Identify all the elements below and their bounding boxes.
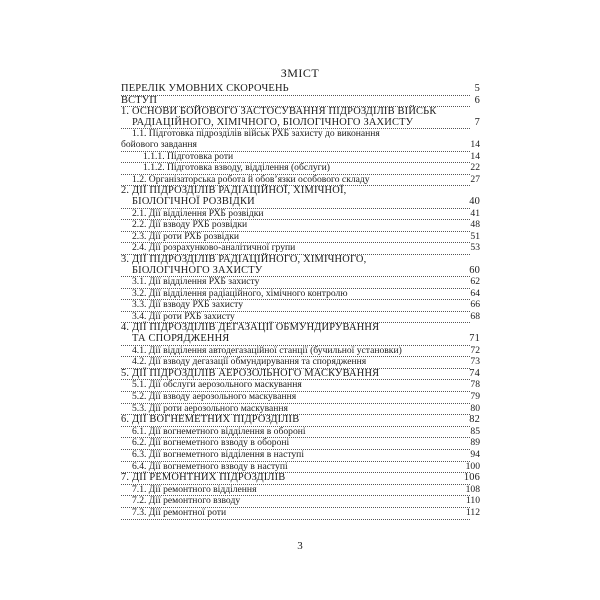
toc-entry-page: 22 [470,162,480,174]
toc-entry [121,83,480,96]
toc-entry-page: 53 [470,242,480,254]
toc-entry-label: 4.1. Дії відділення автодегазаційної станції (бучильної установки) [132,344,402,356]
toc-entry-label: РАДІАЦІЙНОГО, ХІМІЧНОГО, БІОЛОГІЧНОГО ЗАХИСТУ [132,116,414,128]
toc-entry-page: 60 [469,264,480,276]
toc-entry-label: 6.1. Дії вогнеметного відділення в обороні [132,425,306,437]
toc-entry-page: 79 [470,391,480,403]
toc-entry-page: 73 [470,356,480,368]
toc-entry-label: 1.2. Організаторська робота й обов’язки особового складу [132,173,370,185]
toc-entry-page: 41 [470,207,480,219]
toc-entry [121,276,480,289]
toc-entry-label: 1.1.2. Підготовка взводу, відділення (обслуги) [143,162,330,174]
toc-entry-page: 100 [465,460,480,472]
toc-entry-label: 7.1. Дії ремонтного відділення [132,483,257,495]
toc-entry-label: 1. ОСНОВИ БОЙОВОГО ЗАСТОСУВАННЯ ПІДРОЗДІЛІВ ВІЙСЬК [121,106,437,118]
toc-entry-label: 2.4. Дії розрахунково-аналітичної групи [132,242,296,254]
toc-entry-label: 6.2. Дії вогнеметного взводу в обороні [132,437,290,449]
toc-entry-label: 5.3. Дії роти аерозольного маскування [132,402,288,414]
toc-entry [121,255,470,266]
table-of-contents [121,83,480,520]
toc-entry-page: 14 [470,150,480,162]
toc-entry-label: бойового завдання [121,138,197,150]
toc-entry-label: 7. ДІЇ РЕМОНТНИХ ПІДРОЗДІЛІВ [121,472,286,484]
toc-entry [121,506,480,520]
toc-entry-label: 3.1. Дії відділення РХБ захисту [132,276,260,288]
toc-entry-page: 48 [470,219,480,231]
toc-entry-page: 89 [470,437,480,449]
toc-entry-label: 4. ДІЇ ПІДРОЗДІЛІВ ДЕГАЗАЦІЇ ОБМУНДИРУВАННЯ [121,322,380,334]
toc-entry-page: 82 [469,414,480,426]
toc-entry-page: 110 [465,495,480,507]
toc-entry-page: 6 [474,94,480,106]
toc-entry-page: 74 [469,367,480,379]
toc-entry [121,333,480,346]
toc-entry-label: ВСТУП [121,94,158,106]
toc-entry-label: 6. ДІЇ ВОГНЕМЕТНИХ ПІДРОЗДІЛІВ [121,414,300,426]
toc-entry-page: 66 [470,299,480,311]
toc-entry [121,162,480,175]
toc-entry-page: 7 [474,116,480,128]
toc-entry-page: 40 [469,195,480,207]
toc-entry-page: 27 [470,173,480,185]
toc-entry-label: 3.4. Дії роти РХБ захисту [132,310,235,322]
toc-entry-page: 108 [465,483,480,495]
toc-entry-label: 3.3. Дії взводу РХБ захисту [132,299,244,311]
toc-entry-label: 3.2. Дії відділення радіаційного, хімічного контролю [132,287,348,299]
toc-entry-label: 2.2. Дії взводу РХБ розвідки [132,219,248,231]
toc-entry-page: 5 [474,83,480,94]
toc-entry-label: 7.2. Дії ремонтного взводу [132,495,241,507]
toc-entry-label: 3. ДІЇ ПІДРОЗДІЛІВ РАДІАЦІЙНОГО, ХІМІЧНОГО, [121,253,367,265]
toc-entry-label: 1.1.1. Підготовка роти [143,150,234,162]
page-title: ЗМІСТ [280,66,320,80]
toc-entry-page: 14 [470,138,480,150]
toc-entry-label: 5.1. Дії обслуги аерозольного маскування [132,379,302,391]
toc-entry-page: 106 [463,472,480,484]
toc-entry-label: 6.3. Дії вогнеметного відділення в наступі [132,449,304,460]
toc-entry-label: 6.4. Дії вогнеметного взводу в наступі [132,460,288,472]
toc-entry-page: 94 [470,449,480,460]
toc-entry-page: 68 [470,310,480,322]
toc-entry-label: 1.1. Підготовка підрозділів військ РХБ захисту до виконання [132,128,380,140]
toc-entry-label: 2. ДІЇ ПІДРОЗДІЛІВ РАДІАЦІЙНОЇ, ХІМІЧНОЇ, [121,185,347,197]
toc-entry-page: 62 [470,276,480,288]
toc-entry [121,391,480,404]
toc-entry [121,195,480,209]
toc-entry [121,449,480,462]
toc-entry-label: ТА СПОРЯДЖЕННЯ [132,333,230,345]
toc-entry-page: 80 [470,402,480,414]
toc-entry-label: 2.3. Дії роти РХБ розвідки [132,230,240,242]
toc-entry-page: 51 [470,230,480,242]
toc-entry-label: БІОЛОГІЧНОГО ЗАХИСТУ [132,264,263,276]
toc-entry-label: 5. ДІЇ ПІДРОЗДІЛІВ АЕРОЗОЛЬНОГО МАСКУВАННЯ [121,367,380,379]
toc-entry-label: БІОЛОГІЧНОЇ РОЗВІДКИ [132,195,255,207]
toc-entry-page: 71 [469,333,480,345]
toc-entry-page: 85 [470,425,480,437]
toc-entry [121,138,480,152]
toc-entry-page: 78 [470,379,480,391]
toc-entry [121,219,480,232]
toc-entry-page: 112 [465,506,480,518]
page-number: 3 [297,540,303,552]
toc-entry-label: 7.3. Дії ремонтної роти [132,506,227,518]
toc-entry-label: ПЕРЕЛІК УМОВНИХ СКОРОЧЕНЬ [121,83,289,94]
toc-entry-page: 64 [470,287,480,299]
toc-entry-label: 5.2. Дії взводу аерозольного маскування [132,391,297,403]
toc-entry-page: 72 [470,344,480,356]
toc-entry-label: 4.2. Дії взводу дегазації обмундирування та спорядження [132,356,367,368]
toc-entry-label: 2.1. Дії відділення РХБ розвідки [132,207,264,219]
